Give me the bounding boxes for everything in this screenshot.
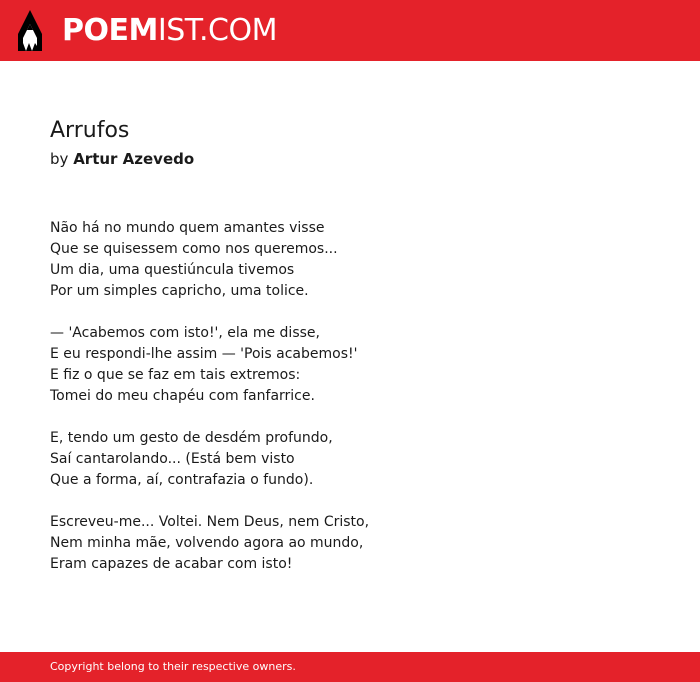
- header-bar: [0, 0, 700, 61]
- poem-line: Saí cantarolando... (Está bem visto: [50, 451, 295, 467]
- poem-line: Nem minha mãe, volvendo agora ao mundo,: [50, 535, 364, 551]
- byline: [50, 150, 650, 168]
- logo-text-light: IST.COM: [157, 13, 277, 48]
- footer-bar: [0, 652, 700, 682]
- poem-line: E, tendo um gesto de desdém profundo,: [50, 430, 333, 446]
- poem-line: — 'Acabemos com isto!', ela me disse,: [50, 325, 320, 341]
- poem-line: E fiz o que se faz em tais extremos:: [50, 367, 301, 383]
- site-logo[interactable]: [62, 11, 277, 51]
- poem-line: Não há no mundo quem amantes visse: [50, 220, 325, 236]
- poem-line: Eram capazes de acabar com isto!: [50, 556, 293, 572]
- author-name[interactable]: Artur Azevedo: [73, 150, 195, 168]
- poem-line: Um dia, uma questiúncula tivemos: [50, 262, 295, 278]
- stanza: [50, 512, 650, 575]
- poem-line: Que a forma, aí, contrafazia o fundo).: [50, 472, 314, 488]
- stanza: [50, 323, 650, 407]
- poem-line: Por um simples capricho, uma tolice.: [50, 283, 309, 299]
- copyright-notice: Copyright belong to their respective owners.: [50, 660, 296, 673]
- poem-title: Arrufos: [50, 118, 130, 143]
- stanza: [50, 428, 650, 491]
- poem-line: Que se quisessem como nos queremos...: [50, 241, 338, 257]
- poem-content: [50, 112, 650, 596]
- logo-text-bold: POEM: [62, 13, 158, 48]
- stanza: [50, 218, 650, 302]
- poem-line: Escreveu-me... Voltei. Nem Deus, nem Cristo,: [50, 514, 370, 530]
- poem-body: [50, 218, 650, 575]
- byline-prefix: by: [50, 150, 69, 168]
- poem-line: E eu respondi-lhe assim — 'Pois acabemos!': [50, 346, 358, 362]
- pencil-tip-icon[interactable]: [18, 10, 42, 51]
- poem-line: Tomei do meu chapéu com fanfarrice.: [50, 388, 315, 404]
